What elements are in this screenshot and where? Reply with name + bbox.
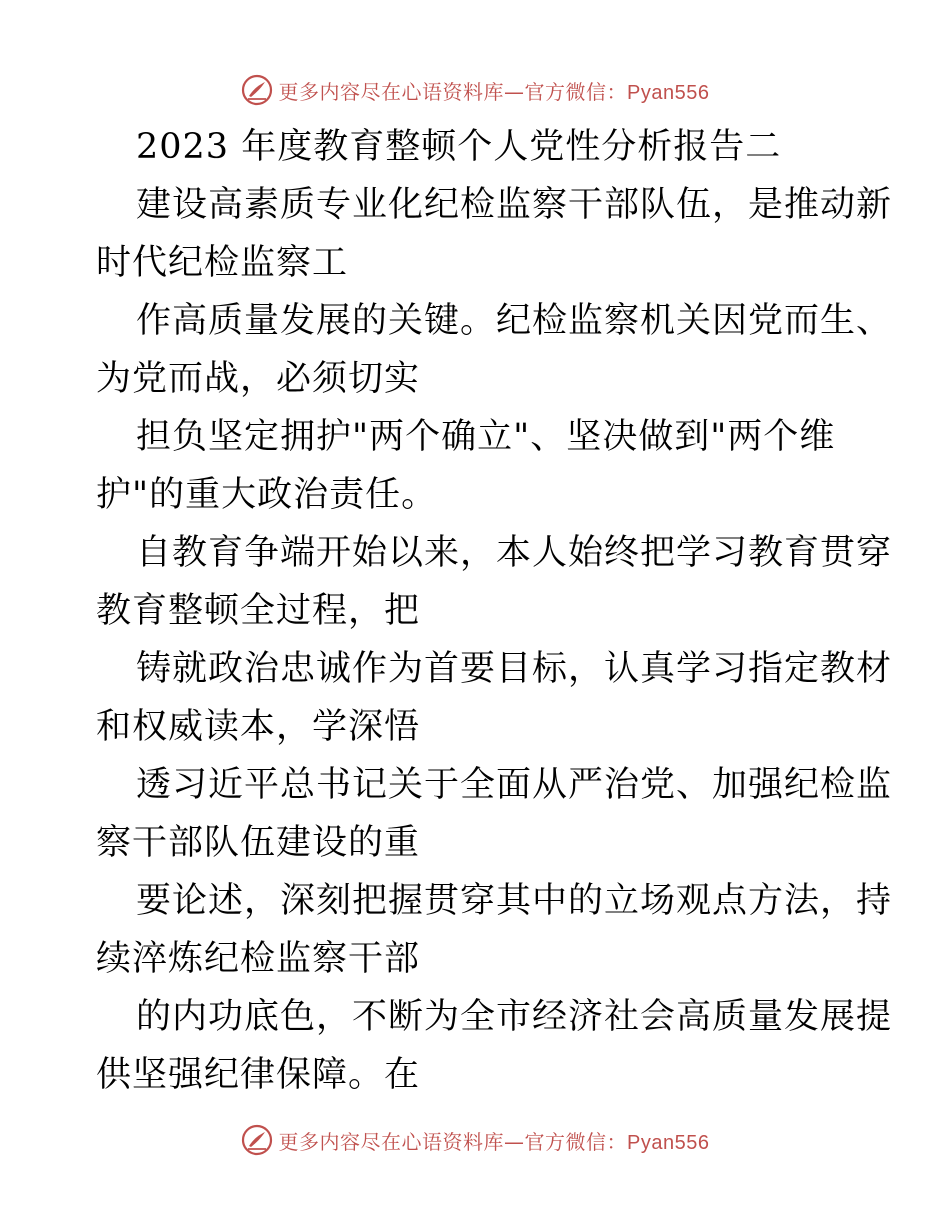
document-body [96, 118, 893, 1104]
paragraph-line: 建设高素质专业化纪检监察干部队伍，是推动新 [136, 185, 893, 225]
footer-watermark [0, 1120, 950, 1160]
paragraph-line: 教育整顿全过程，把 [96, 591, 421, 631]
paragraph-line: 察干部队伍建设的重 [96, 823, 421, 863]
paragraph-line: 铸就政治忠诚作为首要目标，认真学习指定教材 [136, 649, 893, 689]
watermark-label: 更多内容尽在心语资料库—官方微信： [278, 79, 628, 104]
paragraph-line: 作高质量发展的关键。纪检监察机关因党而生、 [136, 301, 893, 341]
watermark-wechat-id: Pyan556 [627, 1131, 710, 1154]
watermark-label: 更多内容尽在心语资料库—官方微信： [278, 1129, 628, 1154]
paragraph-line: 的内功底色，不断为全市经济社会高质量发展提 [136, 997, 893, 1037]
document-title: 2023 年度教育整顿个人党性分析报告二 [136, 127, 782, 167]
paragraph-line: 为党而战，必须切实 [96, 359, 421, 399]
paragraph-line: 续淬炼纪检监察干部 [96, 939, 421, 979]
watermark-wechat-id: Pyan556 [627, 81, 710, 104]
paragraph-line: 供坚强纪律保障。在 [96, 1055, 421, 1095]
paragraph-line: 时代纪检监察工 [96, 243, 349, 283]
header-watermark [0, 70, 950, 110]
watermark-text [279, 1126, 710, 1155]
watermark-text [279, 76, 710, 105]
paragraph-line: 护"的重大政治责任。 [96, 475, 438, 515]
paragraph-line: 要论述，深刻把握贯穿其中的立场观点方法，持 [136, 881, 893, 921]
paragraph-line: 和权威读本，学深悟 [96, 707, 421, 747]
paragraph-line: 担负坚定拥护"两个确立"、坚决做到"两个维 [136, 417, 836, 457]
quill-book-logo-icon [241, 1124, 273, 1156]
paragraph-line: 透习近平总书记关于全面从严治党、加强纪检监 [136, 765, 893, 805]
quill-book-logo-icon [241, 74, 273, 106]
paragraph-line: 自教育争端开始以来，本人始终把学习教育贯穿 [136, 533, 893, 573]
